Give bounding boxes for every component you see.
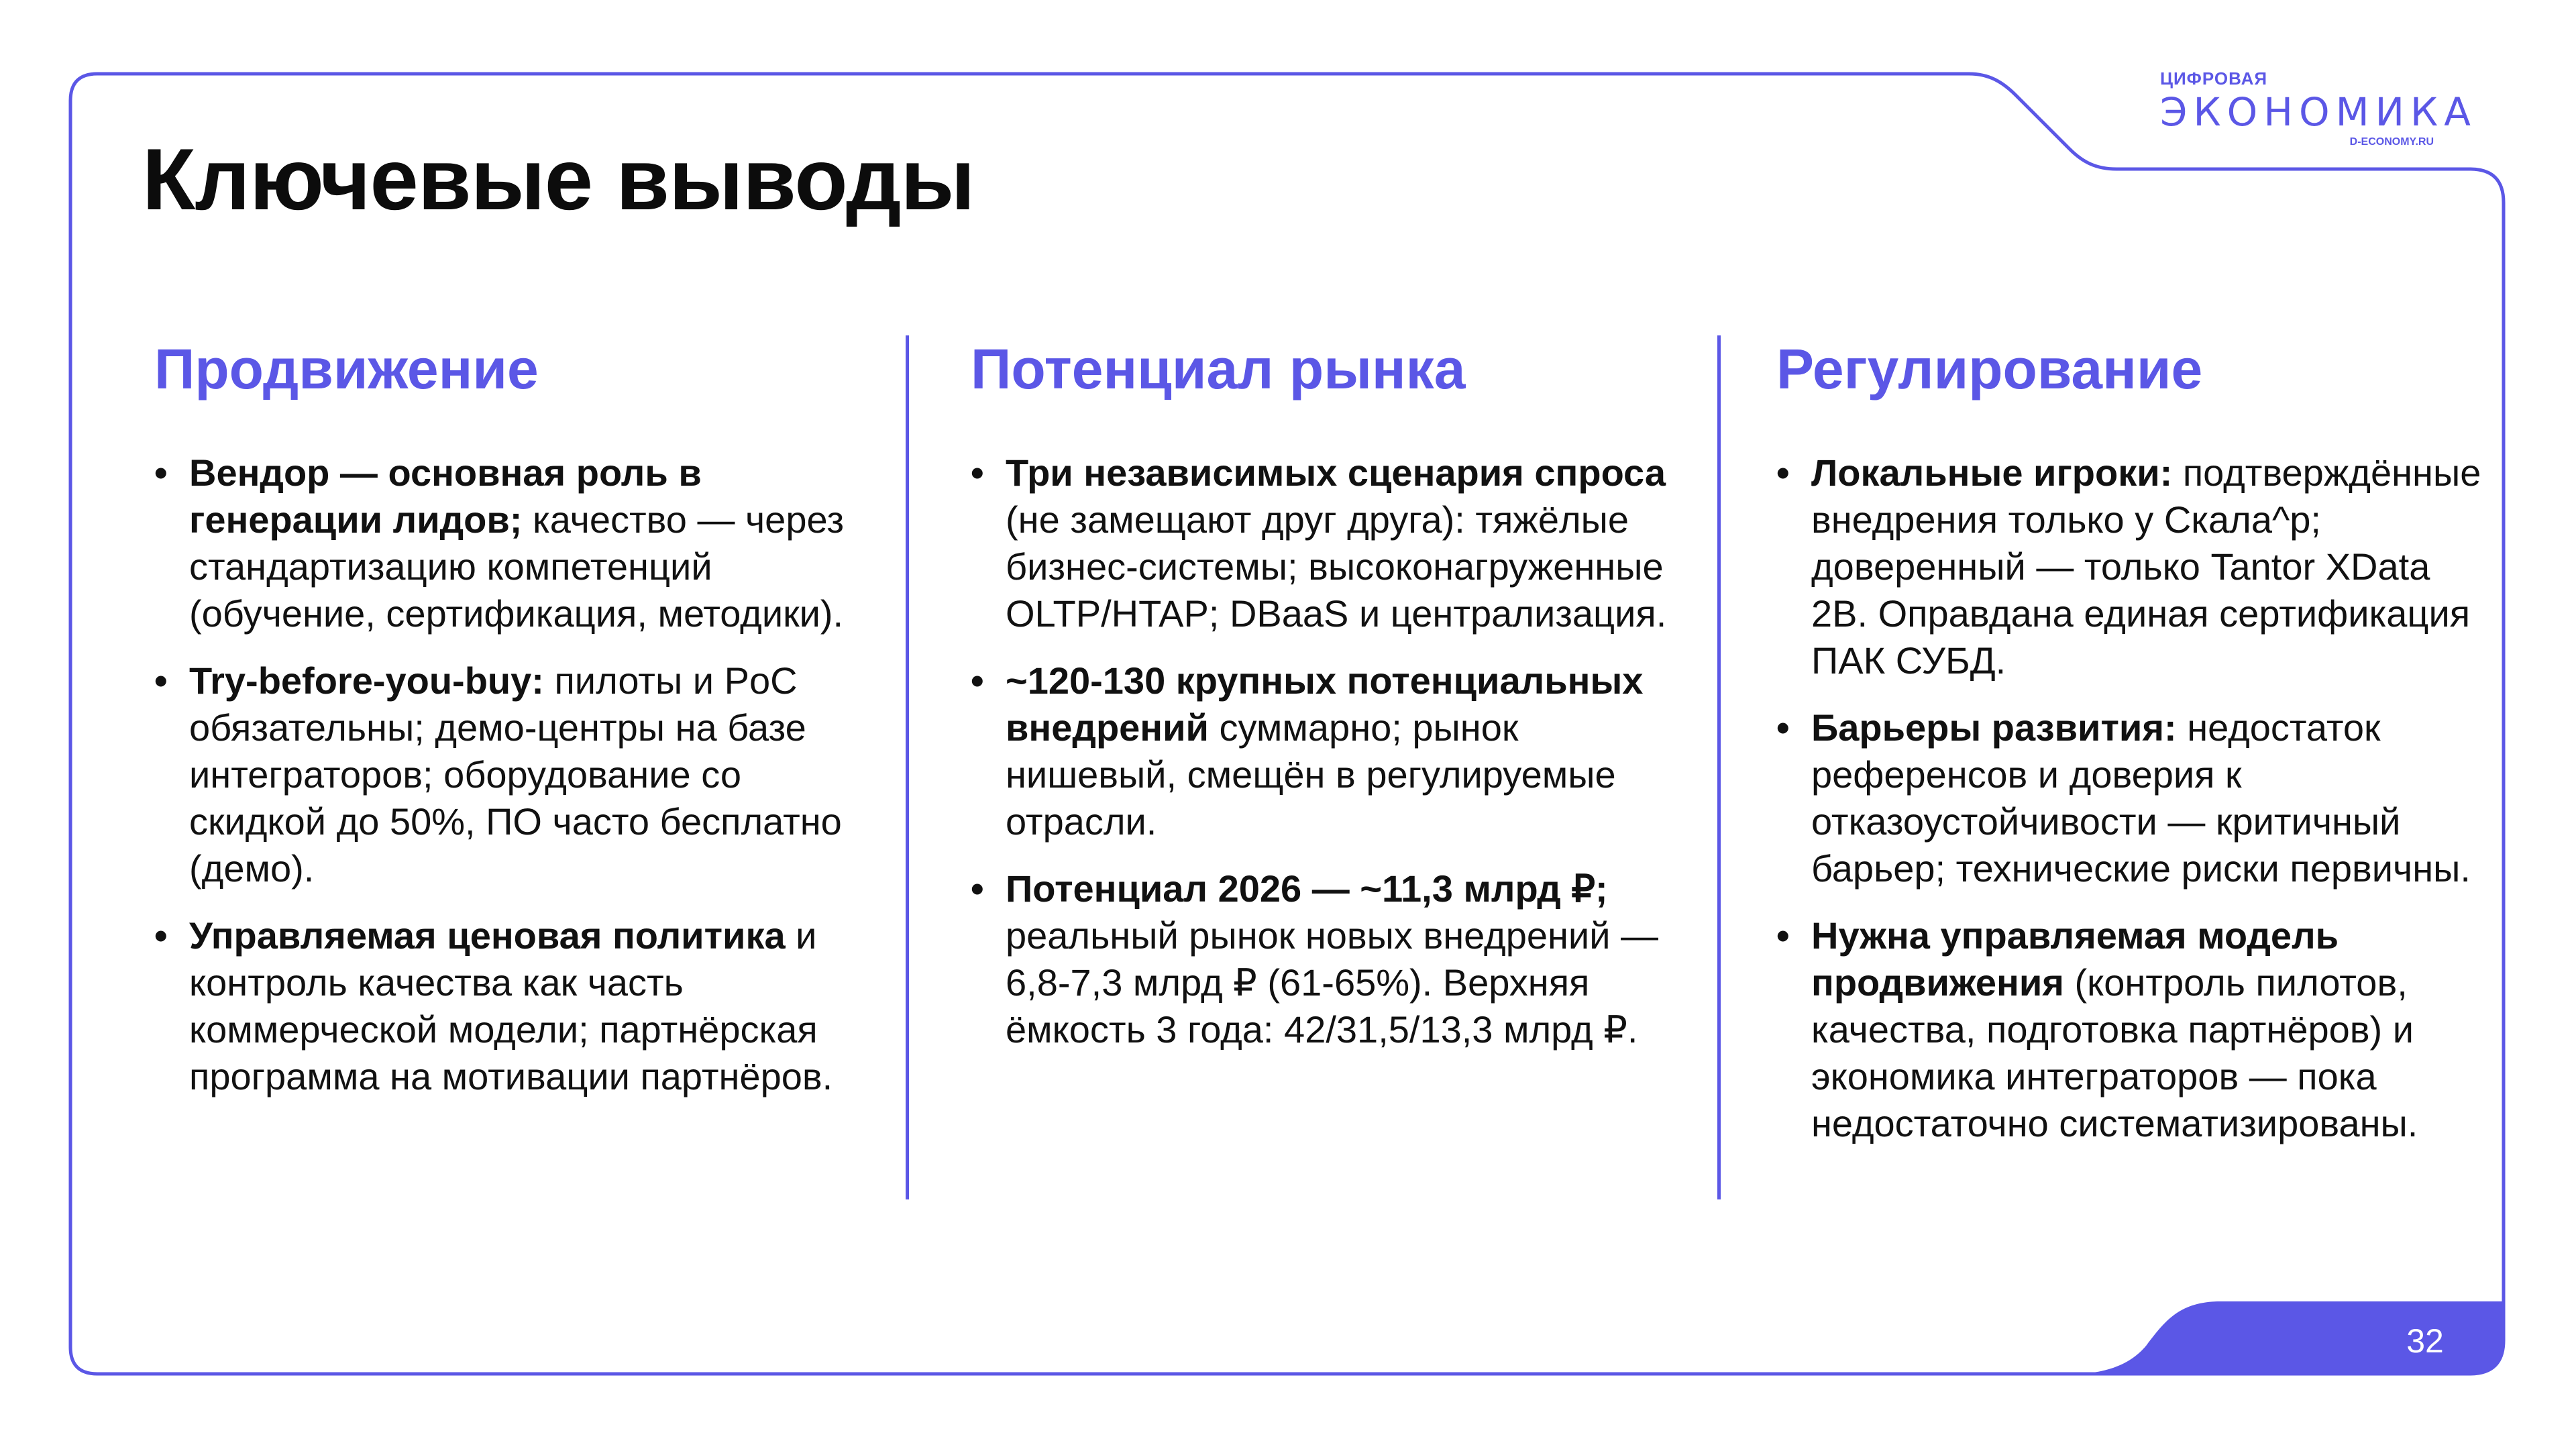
- column-divider: [906, 335, 909, 1199]
- bullet-bold: Try-before-you-buy:: [189, 659, 544, 702]
- bullet-list: [971, 449, 1682, 1053]
- page-number: 32: [2406, 1322, 2444, 1360]
- bullet-text: суммарно; рынок нишевый, смещён в регулируемые отрасли.: [1006, 706, 1616, 843]
- column-heading: Регулирование: [1776, 337, 2203, 400]
- bullet-item: [154, 912, 865, 1100]
- column-regulation: [1776, 334, 2487, 1167]
- logo-main-text: ЭКОНОМИКА: [2160, 89, 2477, 135]
- bullet-bold: ~120-130 крупных потенциальных внедрений: [1006, 659, 1644, 749]
- column-promotion: [154, 334, 865, 1120]
- bullet-item: [971, 657, 1682, 845]
- bullet-item: [1776, 912, 2487, 1147]
- bullet-bold: Нужна управляемая модель продвижения: [1811, 914, 2339, 1004]
- column-heading: Потенциал рынка: [971, 337, 1466, 400]
- bullet-text: качество — через стандартизацию компетенций (обучение, сертификация, методики).: [189, 498, 845, 635]
- page-title: Ключевые выводы: [142, 130, 975, 228]
- bullet-text: и контроль качества как часть коммерческой модели; партнёрская программа на мотивации партнёров.: [189, 914, 833, 1097]
- bullet-bold: Локальные игроки:: [1811, 451, 2173, 494]
- bullet-text: (не замещают друг друга): тяжёлые бизнес-системы; высоконагруженные OLTP/HTAP; DBaaS и централизация.: [1006, 498, 1667, 635]
- bullet-bold: Три независимых сценария спроса: [1006, 451, 1666, 494]
- bullet-list: [1776, 449, 2487, 1147]
- bullet-item: [154, 657, 865, 892]
- bullet-bold: Барьеры развития:: [1811, 706, 2177, 749]
- bullet-text: подтверждённые внедрения только у Скала^р; доверенный — только Tantor XData 2B. Оправдана единая сертификация ПАК СУБД.: [1811, 451, 2481, 682]
- logo: [2160, 68, 2477, 148]
- bullet-list: [154, 449, 865, 1100]
- bullet-text: недостаток референсов и доверия к отказоустойчивости — критичный барьер; технические риски первичны.: [1811, 706, 2471, 890]
- bullet-bold: Потенциал 2026 — ~11,3 млрд ₽;: [1006, 867, 1608, 910]
- bullet-item: [971, 449, 1682, 637]
- bullet-bold: Вендор — основная роль в генерации лидов;: [189, 451, 702, 541]
- column-heading: Продвижение: [154, 337, 539, 400]
- bullet-item: [154, 449, 865, 637]
- bullet-text: реальный рынок новых внедрений — 6,8-7,3 млрд ₽ (61-65%). Верхняя ёмкость 3 года: 42/31,5/13,3 млрд ₽.: [1006, 914, 1659, 1051]
- bullet-text: (контроль пилотов, качества, подготовка партнёров) и экономика интеграторов — пока недостаточно систематизированы.: [1811, 961, 2418, 1144]
- bullet-item: [971, 865, 1682, 1053]
- bullet-item: [1776, 449, 2487, 684]
- bullet-item: [1776, 704, 2487, 892]
- bullet-text: пилоты и PoC обязательны; демо-центры на базе интеграторов; оборудование со скидкой до 50%, ПО часто бесплатно (демо).: [189, 659, 842, 890]
- logo-top-text: ЦИФРОВАЯ: [2160, 68, 2268, 89]
- logo-url: D-ECONOMY.RU: [2349, 136, 2434, 148]
- column-divider: [1717, 335, 1721, 1199]
- bullet-bold: Управляемая ценовая политика: [189, 914, 786, 957]
- column-market-potential: [971, 334, 1682, 1073]
